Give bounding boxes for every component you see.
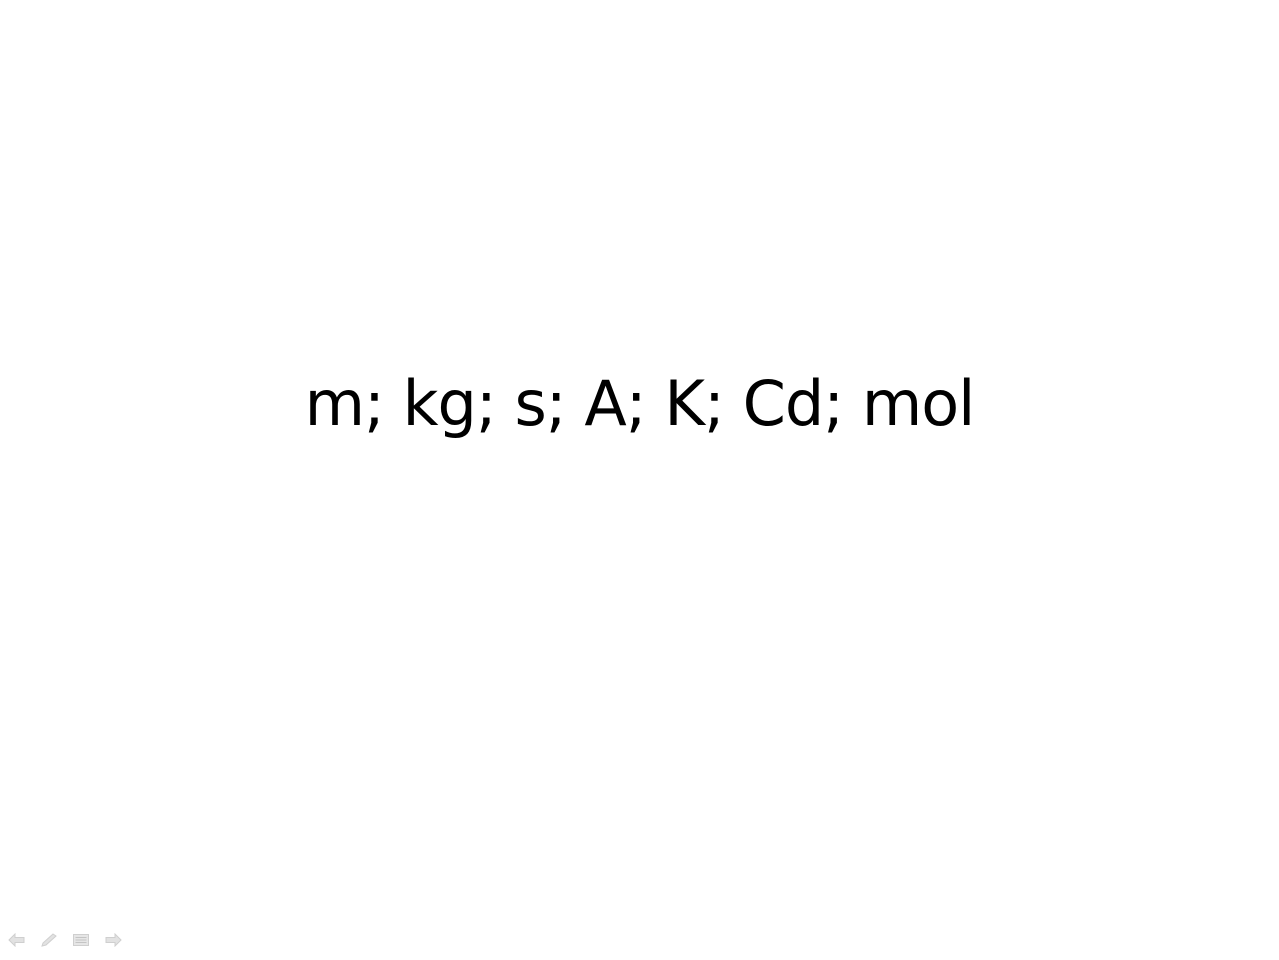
pen-button[interactable] (38, 931, 60, 949)
slide-menu-button[interactable] (70, 931, 92, 949)
slideshow-toolbar (6, 930, 124, 950)
next-slide-button[interactable] (102, 931, 124, 949)
previous-slide-button[interactable] (6, 931, 28, 949)
arrow-left-icon (8, 933, 26, 947)
pen-icon (40, 933, 58, 947)
slide-text: m; kg; s; A; K; Cd; mol (304, 367, 975, 440)
menu-icon (72, 933, 90, 947)
arrow-right-icon (104, 933, 122, 947)
